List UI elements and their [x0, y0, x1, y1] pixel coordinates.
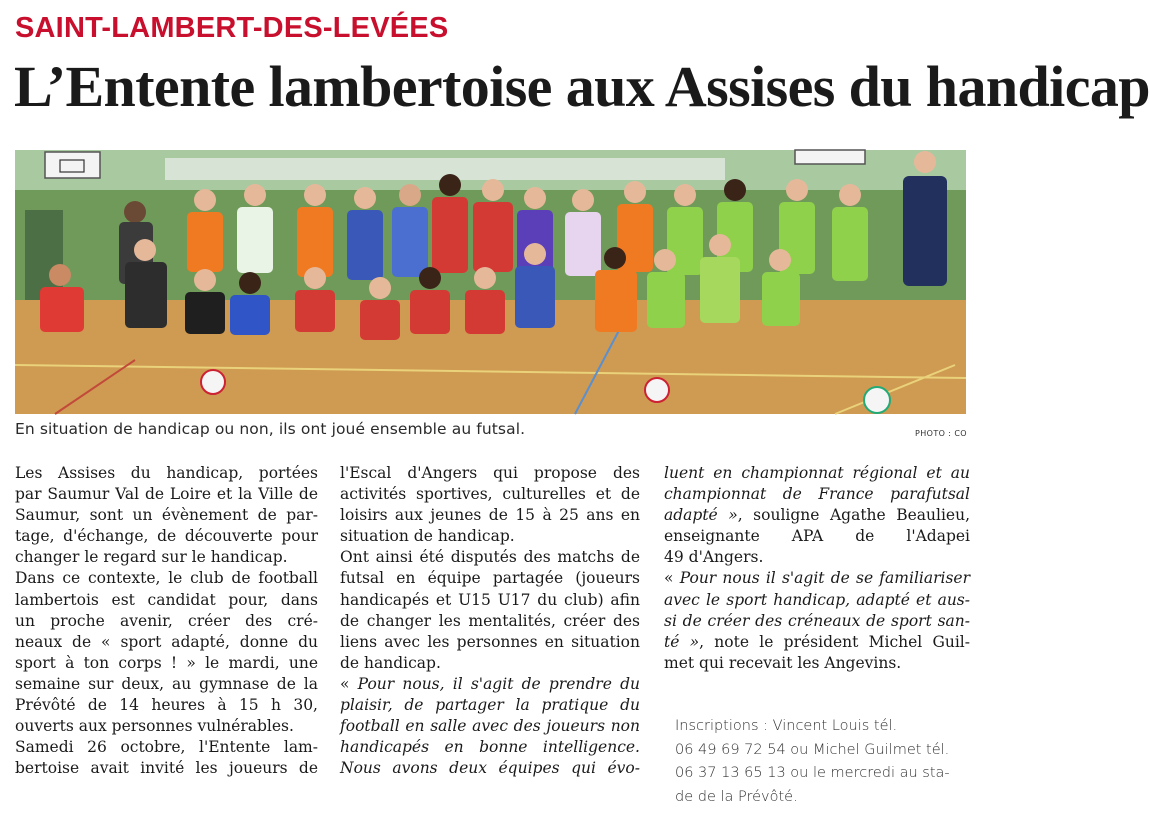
text-line: changer le regard sur le handicap.	[15, 548, 288, 567]
text-line: Les Assises du handicap, portées	[15, 464, 318, 482]
text-line: lambertois est candidat pour, dans	[15, 590, 318, 609]
text-line: de changer les mentalités, créer des	[340, 611, 640, 630]
quote-open: «	[340, 674, 358, 693]
text-line: met qui recevait les Angevins.	[664, 653, 902, 672]
kicker-location: SAINT-LAMBERT-DES-LEVÉES	[15, 12, 449, 44]
text-line: un proche avenir, créer des cré-	[15, 611, 318, 630]
text-line: activités sportives, culturelles et de	[340, 485, 640, 504]
text-line: liens avec les personnes en situation	[340, 632, 640, 651]
text-line: sport à ton corps ! » le mardi, une	[15, 653, 318, 672]
text-line: de handicap.	[340, 653, 441, 672]
text-line: l'Escal d'Angers qui propose des	[340, 464, 640, 482]
text-line: football en salle avec des joueurs non	[340, 717, 640, 736]
text-line: si de créer des créneaux de sport san-	[664, 611, 970, 630]
text-line: semaine sur deux, au gymnase de la	[15, 674, 318, 693]
text-segment: , souligne Agathe Beaulieu,	[737, 506, 970, 525]
quote-text: Pour nous, il s'agit de prendre du	[357, 674, 640, 693]
text-line: championnat de France parafutsal	[664, 485, 970, 504]
quote-text: Pour nous il s'agit de se familiariser	[679, 569, 970, 588]
text-line: loisirs aux jeunes de 15 à 25 ans en	[340, 506, 640, 525]
headline: L’Entente lambertoise aux Assises du handicap	[14, 54, 1150, 119]
info-line: 06 49 69 72 54 ou Michel Guilmet tél.	[675, 741, 950, 758]
text-line: handicapés en bonne intelligence.	[340, 738, 640, 757]
text-line	[340, 674, 640, 695]
article-column-2	[340, 463, 640, 779]
text-line: 49 d'Angers.	[664, 548, 764, 567]
quote-open: «	[664, 569, 680, 588]
text-line: bertoise avait invité les joueurs de	[15, 759, 318, 778]
text-line: ouverts aux personnes vulnérables.	[15, 717, 294, 736]
text-line	[664, 505, 970, 526]
text-line: luent en championnat régional et au	[664, 464, 970, 482]
text-line: enseignante APA de l'Adapei	[664, 527, 970, 546]
text-line: futsal en équipe partagée (joueurs	[340, 569, 640, 588]
text-line	[664, 632, 970, 653]
text-line: Samedi 26 octobre, l'Entente lam-	[15, 738, 318, 757]
registration-info	[675, 715, 975, 809]
quote-text: adapté »	[664, 506, 738, 525]
quote-text: té »	[664, 632, 700, 651]
team-group-photo-icon	[15, 150, 966, 414]
text-line: avec le sport handicap, adapté et aus-	[664, 590, 970, 609]
info-line: de de la Prévôté.	[675, 788, 798, 805]
text-line: par Saumur Val de Loire et la Ville de	[15, 485, 318, 504]
text-line: Saumur, sont un évènement de par-	[15, 506, 318, 525]
team-photo	[15, 150, 966, 414]
info-line: Inscriptions : Vincent Louis tél.	[675, 718, 898, 734]
text-line: Ont ainsi été disputés des matchs de	[340, 548, 640, 567]
photo-caption: En situation de handicap ou non, ils ont joué ensemble au futsal.	[15, 420, 526, 438]
text-line: Prévôté de 14 heures à 15 h 30,	[15, 696, 318, 715]
text-line: plaisir, de partager la pratique du	[340, 696, 640, 715]
text-line: Nous avons deux équipes qui évo-	[340, 759, 640, 778]
text-line	[664, 568, 970, 589]
text-line: tage, d'échange, de découverte pour	[15, 527, 318, 546]
info-line: 06 37 13 65 13 ou le mercredi au sta-	[675, 765, 950, 781]
text-line: handicapés et U15 U17 du club) afin	[340, 590, 640, 609]
text-line: situation de handicap.	[340, 527, 515, 546]
text-segment: , note le président Michel Guil-	[699, 632, 970, 651]
text-line: Dans ce contexte, le club de football	[15, 569, 318, 588]
text-line: neaux de « sport adapté, donne du	[15, 632, 318, 651]
photo-credit: PHOTO : CO	[915, 429, 967, 438]
article-column-3	[664, 463, 970, 674]
article-column-1	[15, 463, 318, 779]
